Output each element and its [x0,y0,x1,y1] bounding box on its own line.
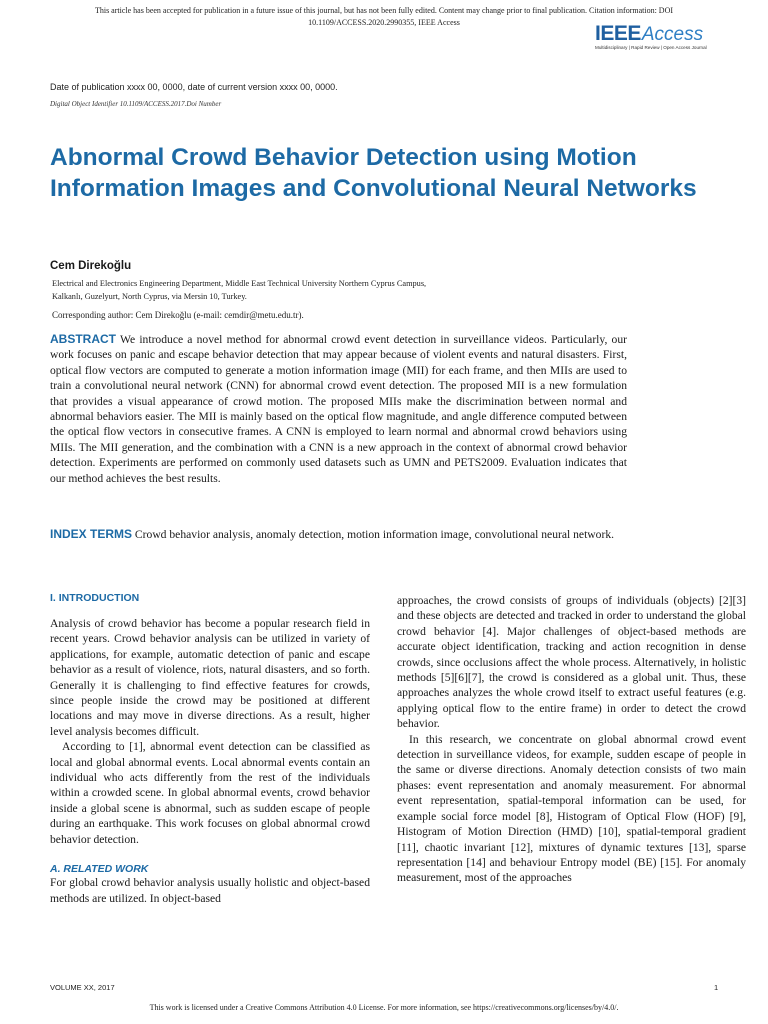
left-column [50,592,370,906]
abstract [50,332,627,486]
related-work-paragraph-1: For global crowd behavior analysis usually holistic and object-based methods are utilized. In object-based [50,876,370,905]
index-terms [50,527,640,542]
logo-ieee-text: IEEE [595,22,641,45]
logo-tagline: Multidisciplinary | Rapid Review | Open Access Journal [595,45,707,50]
intro-paragraph-1: Analysis of crowd behavior has become a popular research field in recent years. Crowd behavior analysis can be utilized in variety of applications, for example, automatic detection of panic and escape behavior as a result of violence, riots, natural disasters, and so forth. Generally it is challenging to find effective features for crowds, since people inside the crowd may be positioned at different locations and may move in diverse directions. As a result, higher level analysis becomes difficult. [50,617,370,738]
abstract-label: ABSTRACT [50,332,116,346]
index-terms-label: INDEX TERMS [50,527,133,541]
publication-date: Date of publication xxxx 00, 0000, date of current version xxxx 00, 0000. [50,82,338,92]
ieee-access-logo [595,22,720,50]
author-name: Cem Direkoğlu [50,260,132,272]
affiliation-line2: Kalkanlı, Guzelyurt, North Cyprus, via Mersin 10, Turkey. [52,292,247,301]
acceptance-notice-line2: 10.1109/ACCESS.2020.2990355, IEEE Access [308,18,460,27]
author-affiliation [52,277,672,303]
paper-title: Abnormal Crowd Behavior Detection using Motion Information Images and Convolutional Neural Networks [50,144,697,202]
intro-paragraph-2: According to [1], abnormal event detection can be classified as local and global abnormal events. Local abnormal events contain an individual who acts differently from the rest of the individuals within a crowded scene. In global abnormal events, crowd behavior inside a global scene is abnormal, such as sudden escape of people during an earthquake. This work focuses on global abnormal crowd behavior detection. [50,740,370,846]
corresponding-author: Corresponding author: Cem Direkoğlu (e-mail: cemdir@metu.edu.tr). [52,310,304,320]
column2-paragraph-1: approaches, the crowd consists of groups of individuals (objects) [2][3] and these objects are detected and tracked in order to understand the global crowd behavior [4]. Major challenges of object-based methods are accurate object identification, tracking and action recognition in dense crowds, since occlusions affect the whole process. Alternatively, in holistic methods [5][6][7], the crowd is considered as a global unit. Thus, these approaches analyzes the whole crowd itself to extract useful features (e.g. applying optical flow to the entire frame) in order to detect the crowd behavior. [397,594,746,731]
page-number: 1 [714,983,719,992]
abstract-text: We introduce a novel method for abnormal crowd event detection in surveillance videos. Particularly, our work focuses on panic and escape behavior detection that may appear because of violent events and natural disasters. First, optical flow vectors are computed to generate a motion information image (MII) for each frame, and then MIIs are used to train a convolutional neural network (CNN) for abnormal crowd event detection. The proposed MII is a new formulation that provides a visual appearance of crowd motion. The proposed MIIs make the discrimination between normal and abnormal behaviors easier. The MII is mainly based on the optical flow magnitude, and angle difference computed between the optical flow vectors in consecutive frames. A CNN is employed to learn normal and abnormal crowd behaviors using MIIs. The MII generation, and the combination with a CNN is a new approach in the context of abnormal crowd behavior detection. Experiments are performed on commonly used datasets such as UMN and PETS2009. Evaluation indicates that our method achieves the best results. [50,333,627,485]
affiliation-line1: Electrical and Electronics Engineering Department, Middle East Technical University Northern Cyprus Campus, [52,279,427,288]
section-introduction-heading: I. INTRODUCTION [50,592,140,604]
index-terms-text: Crowd behavior analysis, anomaly detection, motion information image, convolutional neural network. [134,528,615,541]
volume-footer: VOLUME XX, 2017 [50,983,115,992]
acceptance-notice-line1: This article has been accepted for publication in a future issue of this journal, but has not been fully edited. Content may change prior to final publication. Citation information: DOI [94,6,674,15]
right-column [397,593,746,886]
column2-paragraph-2: In this research, we concentrate on global abnormal crowd event detection in surveillance videos, for example, sudden escape of people in the same or diverse directions. Anomaly detection consists of two main phases: event representation and anomaly measurement. For abnormal event representation, spatial-temporal information can be used, for example social force model [8], Histogram of Optical Flow (HOF) [9], Histogram of Motion Direction (HMD) [10], spatial-temporal gradient [11], chaotic invariant [12], mixtures of dynamic textures [13], sparse representation [14] and behaviour Entropy model (BE) [15]. For anomaly measurement, most of the approaches [397,732,746,885]
license-footer: This work is licensed under a Creative Commons Attribution 4.0 License. For more information, see https://creativecommons.org/licenses/by/4.0/. [149,1003,619,1012]
logo-access-text: Access [641,24,704,45]
subsection-related-work-heading: A. RELATED WORK [50,863,149,876]
doi-line: Digital Object Identifier 10.1109/ACCESS.2017.Doi Number [50,100,222,108]
